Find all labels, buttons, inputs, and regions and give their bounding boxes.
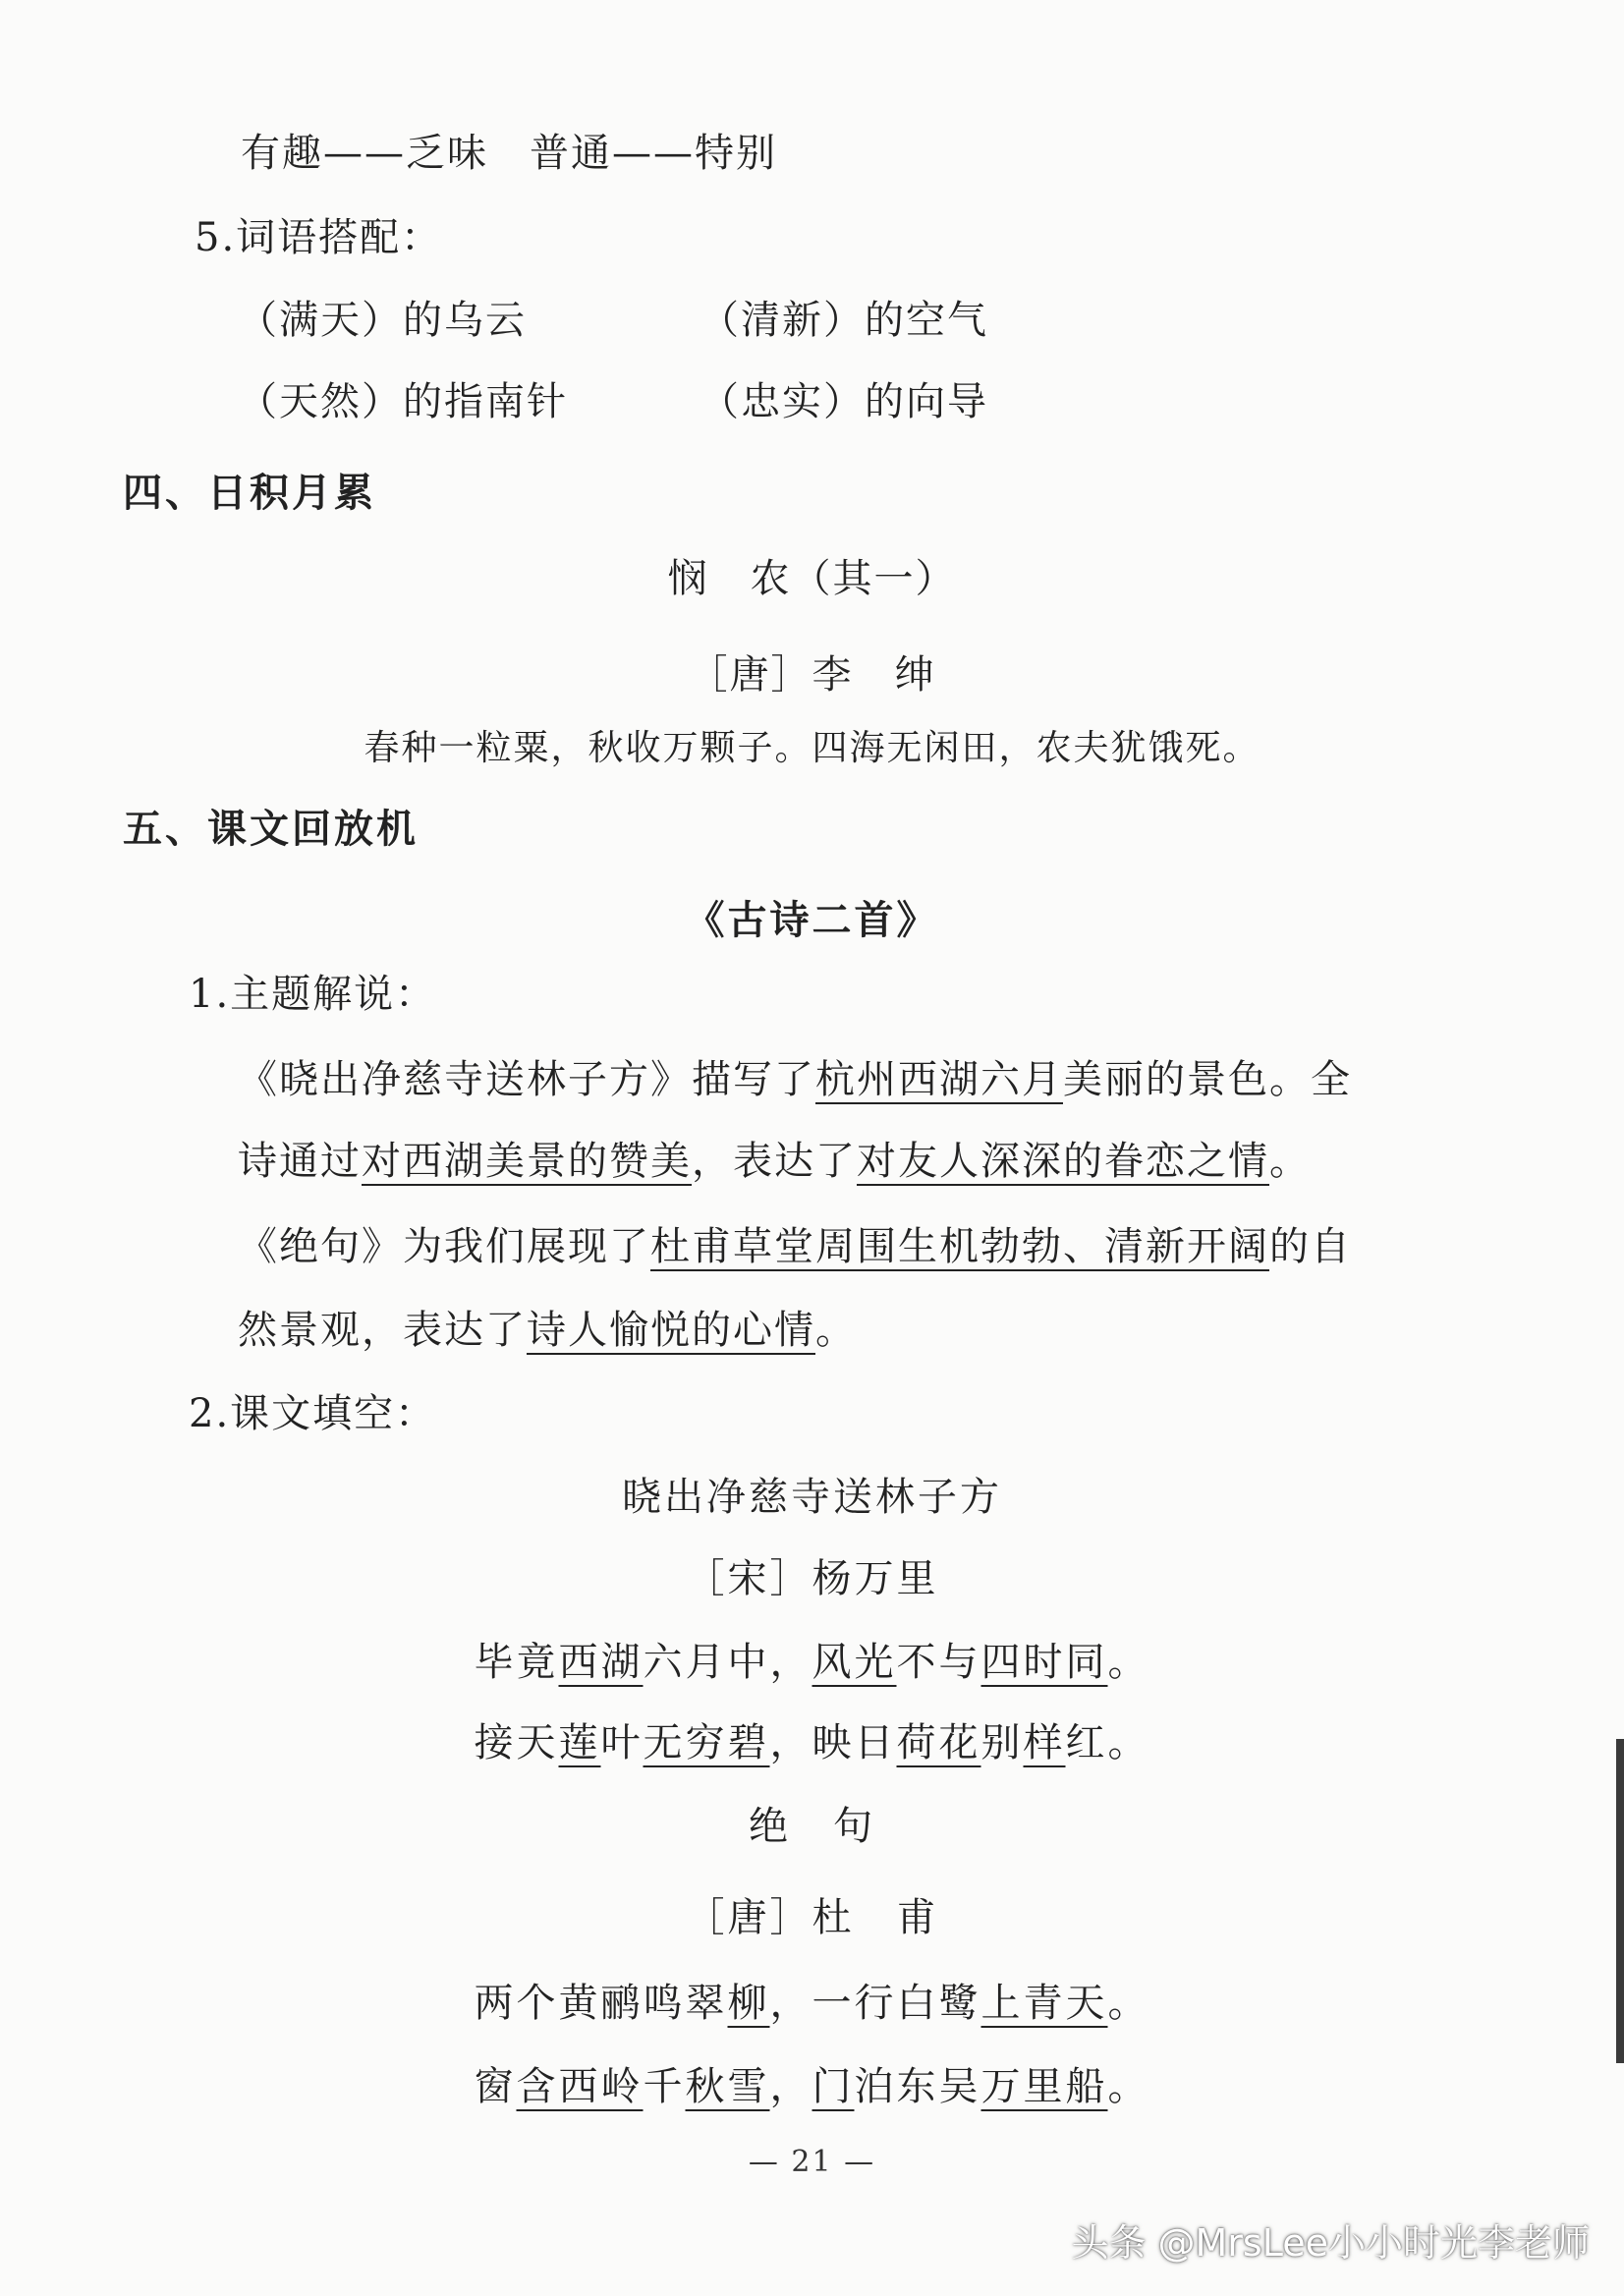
poem-author: ［唐］李 绅 [688,652,936,698]
theme-paragraph-line: 《晓出净慈寺送林子方》描写了杭州西湖六月美丽的景色。全 [238,1057,1352,1102]
poem-line: 两个黄鹂鸣翠柳，一行白鹭上青天。 [474,1981,1150,2026]
q5-title: 5.词语搭配： [195,215,443,260]
antonyms-line: 有趣——乏味 普通——特别 [241,131,777,176]
poem-title: 晓出净慈寺送林子方 [622,1475,1002,1520]
poem-line: 窗含西岭千秋雪，门泊东吴万里船。 [474,2064,1150,2109]
section-heading: 四、日积月累 [123,471,376,516]
q5-item: （清新）的空气 [700,298,988,343]
section-heading: 五、课文回放机 [123,807,419,852]
poem-title: 悯 农（其一） [667,556,957,601]
q5-item: （满天）的乌云 [238,298,527,343]
theme-paragraph-line: 《绝句》为我们展现了杜甫草堂周围生机勃勃、清新开阔的自 [238,1224,1352,1269]
theme-title: 1.主题解说： [189,972,437,1017]
fill-title: 2.课文填空： [189,1391,437,1436]
poem-line: 毕竟西湖六月中，风光不与四时同。 [474,1640,1150,1685]
poem-line: 接天莲叶无穷碧，映日荷花别样红。 [474,1720,1150,1765]
q5-item: （忠实）的向导 [700,379,988,424]
watermark: 头条 @MrsLee小小时光李老师 [1071,2221,1590,2265]
theme-paragraph-line: 然景观，表达了诗人愉悦的心情。 [238,1308,857,1353]
page-edge-shadow [1616,1739,1624,2063]
q5-item: （天然）的指南针 [238,379,568,424]
poem-author: ［唐］杜 甫 [685,1895,939,1940]
page-number: — 21 — [748,2145,876,2179]
theme-paragraph-line: 诗通过对西湖美景的赞美，表达了对友人深深的眷恋之情。 [238,1139,1311,1184]
poem-text: 春种一粒粟，秋收万颗子。四海无闲田，农夫犹饿死。 [364,728,1260,768]
lesson-title: 《古诗二首》 [685,898,939,943]
poem-author: ［宋］杨万里 [685,1556,939,1601]
poem-title: 绝 句 [749,1804,875,1849]
